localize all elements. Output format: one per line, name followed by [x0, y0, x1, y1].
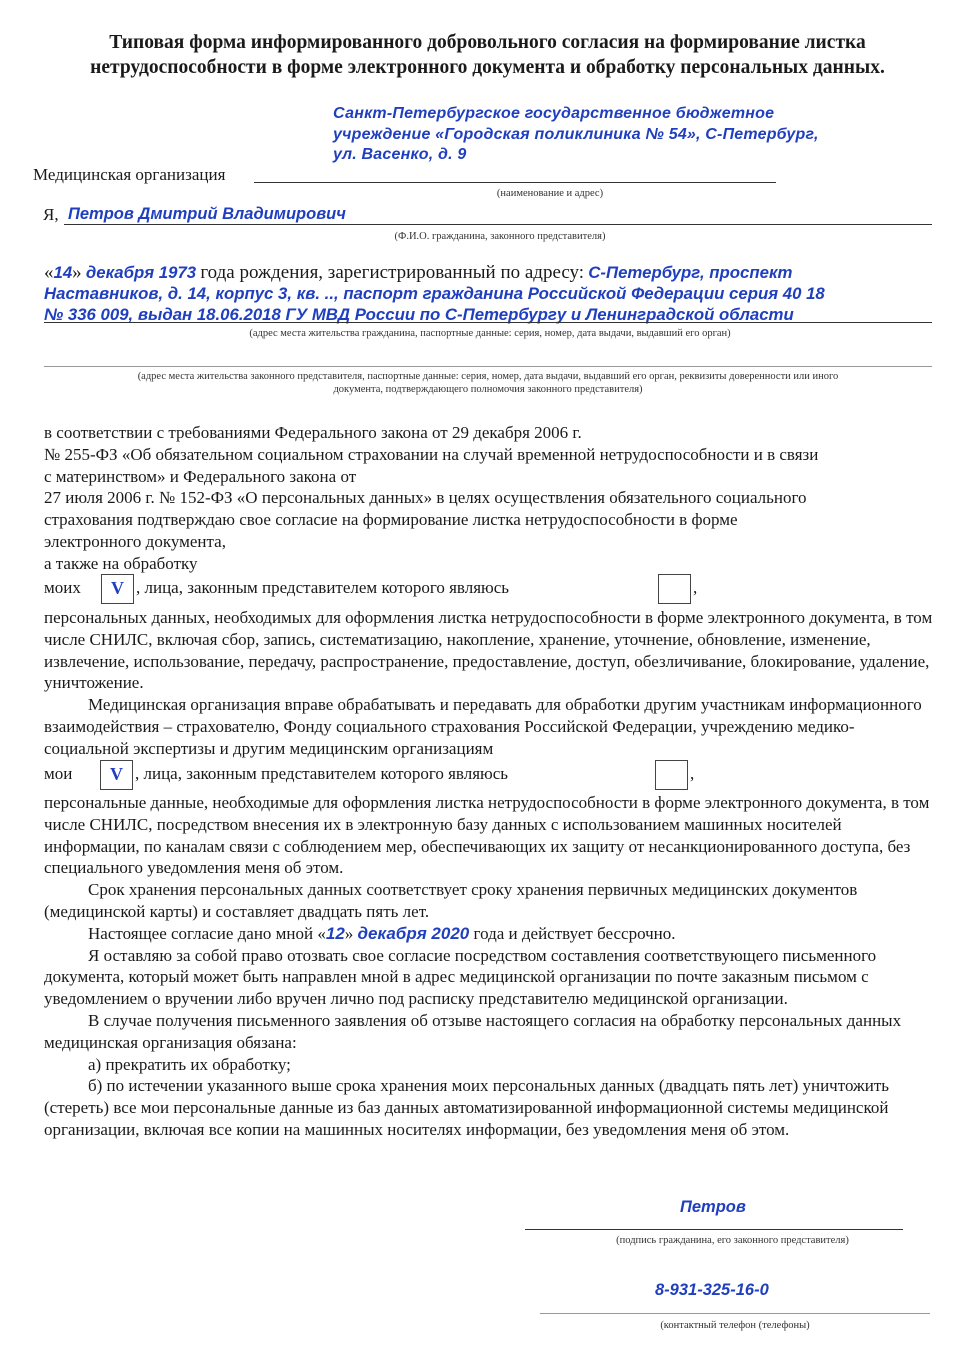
citizen-name: Петров Дмитрий Владимирович	[68, 205, 346, 223]
signature-underline	[525, 1229, 903, 1230]
consent-paragraph-1: в соответствии с требованиями Федерального закона от 29 декабря 2006 г. № 255-ФЗ «Об обязательном социальном страховании на случай временной нетрудоспособности и в связи с материнством» и Федерального закона от 27 июля 2006 г. № 152-ФЗ «О персональных данных» в целях осуществления обязательного социального страхования подтверждаю свое согласие на формирование листка нетрудоспособности в форме электронного документа, а также на обработку	[44, 423, 819, 573]
consent-paragraph-2: персональных данных, необходимых для оформления листка нетрудоспособности в форме электронного документа, в том числе СНИЛС, включая сбор, запись, систематизацию, накопление, хранение, уточнение, обновление, изменение, извлечение, использование, передачу, распространение, предоставление, доступ, обезличивание, блокирование, удаление, уничтожение. Медицинская организация вправе обрабатывать и передавать для обработки другим участникам информационного взаимодействия – страхователю, Фонду социального страхования Российской Федерации, учреждению медико-социальной экспертизы и другим медицинским организациям	[44, 608, 933, 758]
representative-checkbox-1[interactable]	[658, 574, 691, 604]
name-underline	[64, 224, 932, 225]
organization-label: Медицинская организация	[33, 165, 226, 184]
representative-caption: (адрес места жительства законного представителя, паспортные данные: серия, номер, дата выдачи, выдавший его орган, реквизиты доверенности или иного документа, подтверждающего полномочия законного представителя)	[137, 371, 839, 395]
representative-checkbox-2[interactable]	[655, 760, 688, 790]
signature-value: Петров	[680, 1198, 746, 1216]
organization-underline	[254, 182, 776, 183]
address-start: С-Петербург, проспект	[588, 263, 793, 282]
consent-date-line: Настоящее согласие дано мной «12» декабря 2020 года и действует бессрочно.	[88, 923, 676, 943]
organization-value: Санкт-Петербургское государственное бюджетное учреждение «Городская поликлиника № 54», С-Петербург, ул. Васенко, д. 9	[333, 105, 819, 163]
representative-underline	[44, 366, 932, 367]
phone-underline	[540, 1313, 930, 1314]
born-text: года рождения, зарегистрированный по адресу:	[200, 262, 585, 283]
phone-value: 8-931-325-16-0	[655, 1281, 769, 1299]
name-caption: (Ф.И.О. гражданина, законного представителя)	[394, 231, 606, 242]
own-data-checkbox-1[interactable]: V	[101, 574, 134, 604]
address-line-2: Наставников, д. 14, корпус 3, кв. .., паспорт гражданина Российской Федерации серия 40 18	[44, 284, 825, 303]
consent-month-year: декабря 2020	[357, 923, 470, 943]
mine-label-1: моих	[44, 578, 81, 597]
name-prefix: Я,	[43, 205, 59, 224]
address-underline	[44, 322, 932, 323]
representative-label-2: , лица, законным представителем которого являюсь	[135, 764, 509, 783]
organization-caption: (наименование и адрес)	[496, 188, 604, 199]
address-caption: (адрес места жительства гражданина, паспортные данные: серия, номер, дата выдачи, выдавший его орган)	[249, 328, 731, 339]
phone-caption: (контактный телефон (телефоны)	[660, 1320, 810, 1331]
document-title: Типовая форма информированного добровольного согласия на формирование листка нетрудоспособности в форме электронного документа и обработку персональных данных.	[90, 32, 885, 78]
birth-month-year: декабря 1973	[85, 263, 197, 282]
signature-caption: (подпись гражданина, его законного представителя)	[616, 1235, 849, 1246]
birth-and-address: «14» декабря 1973 года рождения, зарегистрированный по адресу: С-Петербург, проспект Наставников, д. 14, корпус 3, кв. .., паспорт гражданина Российской Федерации серия 40 18 № 336 009, выдан 18.06.2018 ГУ МВД России по С-Петербургу и Ленинградской области	[44, 262, 934, 325]
address-line-3: № 336 009, выдан 18.06.2018 ГУ МВД России по С-Петербургу и Ленинградской области	[44, 305, 794, 324]
birth-day: 14	[53, 263, 73, 282]
consent-paragraph-3: персональные данные, необходимые для оформления листка нетрудоспособности в форме электронного документа, в том числе СНИЛС, посредством внесения их в электронную базу данных с использованием машинных носителей информации, по каналам связи с соблюдением мер, обеспечивающих их защиту от несанкционированного доступа, без специального уведомления меня об этом. Срок хранения персональных данных соответствует сроку хранения первичных медицинских документов (медицинской карты) и составляет двадцать пять лет. Настоящее согласие дано мной «12» декабря 2020 года и действует бессрочно. Я оставляю за собой право отозвать свое согласие посредством составления соответствующего письменного документа, который может быть направлен мной в адрес медицинской организации по почте заказным письмом с уведомлением о вручении либо вручен лично под расписку представителю медицинской организации. В случае получения письменного заявления об отзыве настоящего согласия на обработку персональных данных медицинская организация обязана: а) прекратить их обработку; б) по истечении указанного выше срока хранения моих персональных данных (двадцать пять лет) уничтожить (стереть) все мои персональные данные из баз данных автоматизированной информационной системы медицинской организации, включая все копии на машинных носителях информации, без уведомления меня об этом.	[44, 792, 934, 1141]
own-data-checkbox-2[interactable]: V	[100, 760, 133, 790]
representative-label-1: , лица, законным представителем которого являюсь	[136, 578, 510, 597]
consent-day: 12	[325, 923, 345, 943]
mine-label-2: мои	[44, 764, 73, 783]
